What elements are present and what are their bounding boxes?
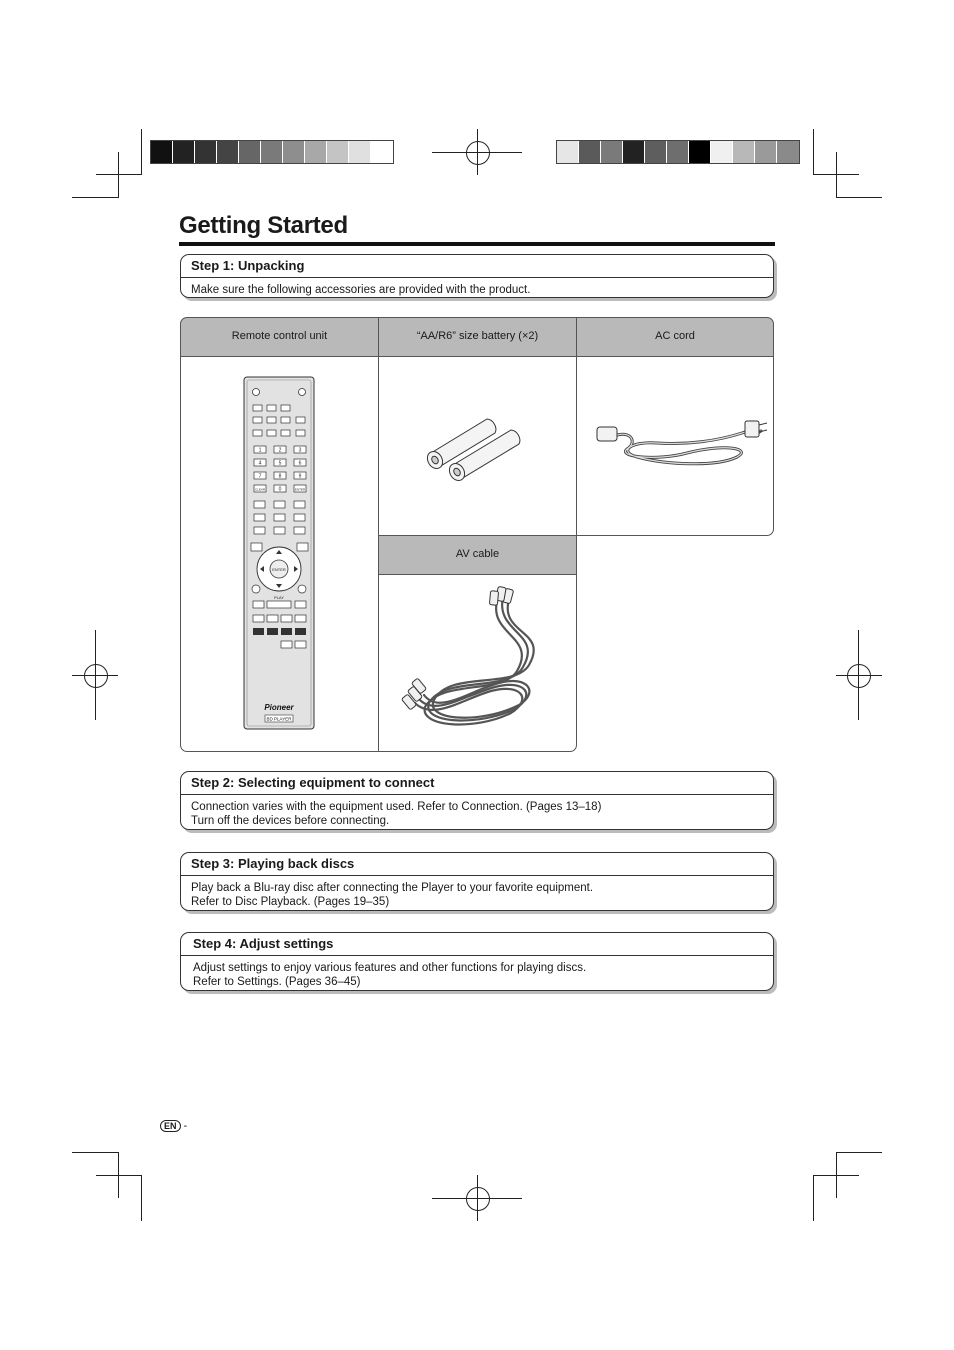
- page-title: Getting Started: [179, 212, 348, 239]
- color-swatch: [217, 141, 239, 163]
- color-swatch: [239, 141, 261, 163]
- remote-key-label: CLEAR: [254, 487, 266, 492]
- step-4-line-1: Adjust settings to enjoy various features and other functions for playing discs.: [193, 962, 587, 974]
- page-footer: [160, 1120, 187, 1132]
- step-4-line-2: Refer to Settings. (Pages 36–45): [193, 976, 361, 988]
- av-cable-image: [379, 575, 576, 751]
- step-4-heading: Step 4: Adjust settings: [181, 933, 773, 956]
- av-cable-cell: [378, 574, 577, 752]
- color-swatch: [623, 141, 645, 163]
- remote-key-label: 4: [258, 460, 262, 467]
- remote-key-label: 1: [258, 447, 262, 454]
- remote-key-label: 2: [278, 447, 282, 454]
- color-swatch: [689, 141, 711, 163]
- step-1-line: Make sure the following accessories are provided with the product.: [191, 284, 531, 296]
- color-swatch: [645, 141, 667, 163]
- remote-key-label: 6: [298, 460, 302, 467]
- color-swatch: [283, 141, 305, 163]
- remote-key-label: 0: [278, 486, 282, 493]
- step-3-line-2: Refer to Disc Playback. (Pages 19–35): [191, 896, 390, 908]
- av-cable-header: AV cable: [378, 535, 577, 575]
- step-3-line-1: Play back a Blu-ray disc after connecting the Player to your favorite equipment.: [191, 882, 594, 894]
- page-number-suffix: -: [183, 1120, 188, 1132]
- color-swatch: [305, 141, 327, 163]
- color-swatch: [579, 141, 601, 163]
- remote-control-image: [181, 357, 378, 751]
- remote-model: BD PLAYER: [266, 716, 292, 722]
- ac-cord-header: AC cord: [576, 317, 774, 357]
- step-2-line-1: Connection varies with the equipment used. Refer to Connection. (Pages 13–18): [191, 801, 602, 813]
- color-swatch: [557, 141, 579, 163]
- battery-header: “AA/R6” size battery (×2): [378, 317, 577, 357]
- step-1-box: [180, 254, 774, 298]
- step-4-box: [180, 932, 774, 991]
- remote-key-label: 3: [298, 447, 302, 454]
- battery-image: [379, 357, 576, 535]
- remote-key-label: 8: [278, 473, 282, 480]
- remote-play-label: PLAY: [274, 595, 284, 600]
- remote-key-label: 7: [258, 473, 262, 480]
- ac-cord-cell: [576, 356, 774, 536]
- remote-cell: [180, 356, 379, 752]
- color-swatch: [601, 141, 623, 163]
- color-swatch: [261, 141, 283, 163]
- step-1-heading: Step 1: Unpacking: [181, 255, 773, 278]
- color-swatch: [777, 141, 799, 163]
- color-bar-left: [150, 140, 394, 164]
- remote-enter-label: ENTER: [272, 567, 286, 572]
- color-swatch: [349, 141, 371, 163]
- step-3-heading: Step 3: Playing back discs: [181, 853, 773, 876]
- color-swatch: [151, 141, 173, 163]
- color-swatch: [195, 141, 217, 163]
- color-bar-right: [556, 140, 800, 164]
- color-swatch: [667, 141, 689, 163]
- title-rule: [179, 242, 775, 246]
- language-badge: EN: [160, 1120, 181, 1132]
- remote-header: Remote control unit: [180, 317, 379, 357]
- color-swatch: [733, 141, 755, 163]
- battery-cell: [378, 356, 577, 536]
- color-swatch: [711, 141, 733, 163]
- remote-key-label: ENTER: [294, 487, 306, 492]
- color-swatch: [755, 141, 777, 163]
- remote-key-label: 5: [278, 460, 282, 467]
- color-swatch: [327, 141, 349, 163]
- step-2-line-2: Turn off the devices before connecting.: [191, 815, 390, 827]
- remote-key-label: 9: [298, 473, 302, 480]
- step-2-heading: Step 2: Selecting equipment to connect: [181, 772, 773, 795]
- color-swatch: [173, 141, 195, 163]
- remote-brand: Pioneer: [264, 703, 294, 712]
- ac-cord-image: [577, 357, 773, 535]
- step-2-box: [180, 771, 774, 830]
- step-3-box: [180, 852, 774, 911]
- color-swatch: [371, 141, 393, 163]
